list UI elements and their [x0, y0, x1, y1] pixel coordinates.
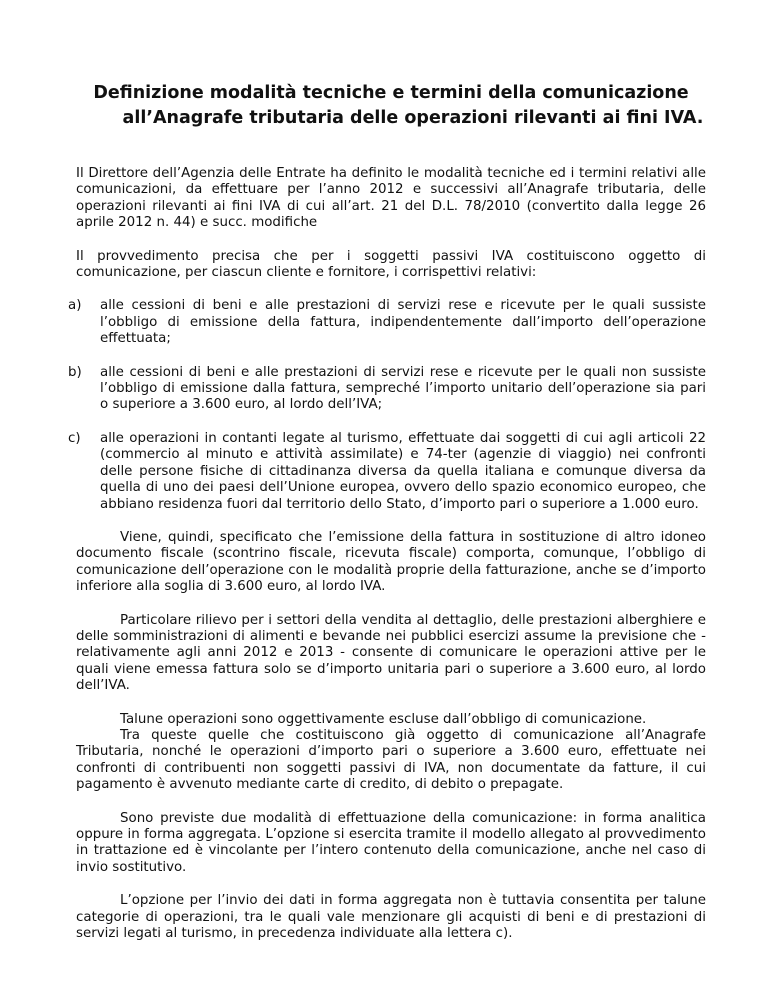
list-marker: a): [68, 298, 82, 314]
list-marker: c): [68, 430, 81, 446]
document-title: [76, 0, 706, 131]
paragraph-escluse: Talune operazioni sono oggettivamente escluse dall’obbligo di comunicazione.: [120, 711, 647, 727]
paragraph-intro: Il Direttore dell’Agenzia delle Entrate ha definito le modalità tecniche ed i termini relativi alle comunicazioni, da effettuare per l’anno 2012 e successivi all’Anagrafe tributaria, delle operazioni rilevanti ai fini IVA di cui all’art. 21 del D.L. 78/2010 (convertito dalla legge 26 aprile 2012 n. 44) e succ. modifiche: [76, 166, 706, 231]
paragraph-fattura: Viene, quindi, specificato che l’emissione della fattura in sostituzione di altro idoneo documento fiscale (scontrino fiscale, ricevuta fiscale) comporta, comunque, l’obbligo di comunicazione dell’operazione con le modalità proprie della fatturazione, anche se d’importo inferiore alla soglia di 3.600 euro, al lordo IVA.: [76, 529, 706, 595]
paragraph-rilievo: Particolare rilievo per i settori della vendita al dettaglio, delle prestazioni alberghiere e delle somministrazioni di alimenti e bevande nei pubblici esercizi assume la previsione che - relativamente agli anni 2012 e 2013 - consente di comunicare le operazioni attive per le quali viene emessa fattura solo se d’importo unitaria pari o superiore a 3.600 euro, al lordo dell’IVA.: [76, 612, 706, 694]
list-item-text: alle operazioni in contanti legate al turismo, effettuate dai soggetti di cui agli articoli 22 (commercio al minuto e attività assimilate) e 74-ter (agenzie di viaggio) nei confronti delle persone fisiche di cittadinanza diversa da quella italiana e comunque diversa da quella di uno dei paesi dell’Unione europea, ovvero dello spazio economico europeo, che abbiano residenza fuori dal territorio dello Stato, d’importo pari o superiore a 1.000 euro.: [100, 430, 706, 512]
list-item-b: [68, 365, 706, 414]
paragraph-modalita: Sono previste due modalità di effettuazione della comunicazione: in forma analitica oppure in forma aggregata. L’opzione si esercita tramite il modello allegato al provvedimento in trattazione ed è vincolante per l’intero contenuto della comunicazione, anche nel caso di invio sostitutivo.: [76, 810, 706, 875]
list-item-text: alle cessioni di beni e alle prestazioni di servizi rese e ricevute per le quali sussiste l’obbligo di emissione della fattura, indipendentemente dall’importo dell’operazione effettuata;: [100, 298, 706, 347]
paragraph-tra-queste: Tra queste quelle che costituiscono già oggetto di comunicazione all’Anagrafe Tributaria, nonché le operazioni d’importo pari o superiore a 3.600 euro, effettuate nei confronti di contribuenti non soggetti passivi di IVA, non documentate da fatture, il cui pagamento è avvenuto mediante carte di credito, di debito o prepagate.: [76, 727, 706, 793]
title-line-1: Definizione modalità tecniche e termini della comunicazione: [93, 83, 689, 103]
list-marker: b): [68, 364, 82, 380]
operations-list: [68, 298, 706, 512]
paragraph-opzione: L’opzione per l’invio dei dati in forma aggregata non è tuttavia consentita per talune categorie di operazioni, tra le quali vale menzionare gli acquisti di beni e di prestazioni di servizi legati al turismo, in precedenza individuate alla lettera c).: [76, 893, 706, 942]
list-item-a: [68, 298, 706, 347]
list-item-text: alle cessioni di beni e alle prestazioni di servizi rese e ricevute per le quali non sussiste l’obbligo di emissione dalla fattura, sempreché l’importo unitario dell’operazione sia pari o superiore a 3.600 euro, al lordo dell’IVA;: [100, 364, 706, 413]
paragraph-provvedimento: Il provvedimento precisa che per i soggetti passivi IVA costituiscono oggetto di comunicazione, per ciascun cliente e fornitore, i corrispettivi relativi:: [76, 248, 706, 281]
list-item-c: [68, 431, 706, 513]
document-body: [68, 166, 706, 942]
title-line-2: all’Anagrafe tributaria delle operazioni rilevanti ai fini IVA.: [122, 108, 704, 128]
